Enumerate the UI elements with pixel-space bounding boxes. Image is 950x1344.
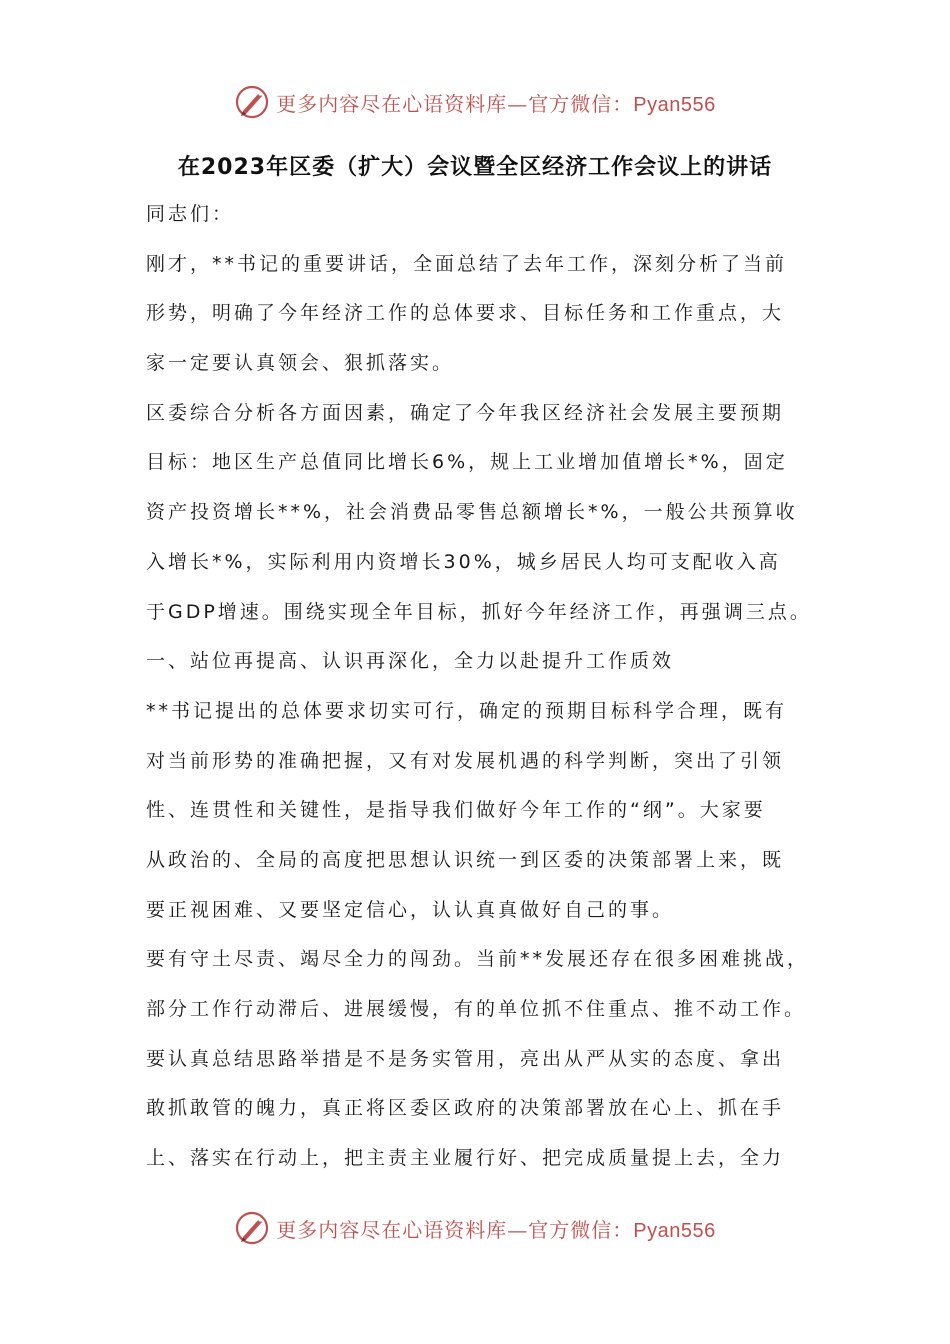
document-body bbox=[146, 190, 810, 1184]
watermark-contact-label: 官方微信： bbox=[528, 91, 634, 116]
text-line: 形势，明确了今年经济工作的总体要求、目标任务和工作重点，大 bbox=[146, 302, 785, 325]
watermark-contact-id: Pyan556 bbox=[633, 1219, 716, 1242]
pen-logo-icon bbox=[234, 84, 270, 120]
text-line: 对当前形势的准确把握，又有对发展机遇的科学判断，突出了引领 bbox=[146, 749, 785, 772]
text-line: 要正视困难、又要坚定信心，认认真真做好自己的事。 bbox=[146, 898, 675, 921]
watermark-text bbox=[276, 88, 715, 117]
text-line: 区委综合分析各方面因素，确定了今年我区经济社会发展主要预期 bbox=[146, 401, 785, 424]
watermark-slogan: 更多内容尽在心语资料库 bbox=[276, 1217, 508, 1242]
watermark-text bbox=[276, 1214, 715, 1243]
watermark-separator: — bbox=[507, 91, 529, 116]
watermark-separator: — bbox=[507, 1217, 529, 1242]
pen-logo-icon bbox=[234, 1210, 270, 1246]
text-line: 入增长*%，实际利用内资增长30%，城乡居民人均可支配收入高 bbox=[146, 550, 781, 573]
watermark-contact-label: 官方微信： bbox=[528, 1217, 634, 1242]
text-line: 刚才，**书记的重要讲话，全面总结了去年工作，深刻分析了当前 bbox=[146, 252, 788, 275]
text-line: 资产投资增长**%，社会消费品零售总额增长*%，一般公共预算收 bbox=[146, 501, 798, 524]
text-line: 部分工作行动滞后、进展缓慢，有的单位抓不住重点、推不动工作。 bbox=[146, 998, 807, 1020]
watermark-content bbox=[234, 1210, 715, 1246]
text-line: 从政治的、全局的高度把思想认识统一到区委的决策部署上来，既 bbox=[146, 848, 785, 871]
text-line: 上、落实在行动上，把主责主业履行好、把完成质量提上去，全力 bbox=[146, 1147, 785, 1170]
text-line: 于GDP增速。围绕实现全年目标，抓好今年经济工作，再强调三点。 bbox=[146, 600, 812, 623]
text-line: 要认真总结思路举措是不是务实管用，亮出从严从实的态度、拿出 bbox=[146, 1047, 785, 1070]
section-heading: 一、站位再提高、认识再深化，全力以赴提升工作质效 bbox=[146, 650, 675, 673]
text-line: 性、连贯性和关键性，是指导我们做好今年工作的“纲”。大家要 bbox=[146, 799, 766, 822]
watermark-slogan: 更多内容尽在心语资料库 bbox=[276, 91, 508, 116]
watermark-header bbox=[0, 80, 950, 124]
watermark-contact-id: Pyan556 bbox=[633, 93, 716, 116]
text-line: 同志们： bbox=[146, 203, 235, 225]
text-line: **书记提出的总体要求切实可行，确定的预期目标科学合理，既有 bbox=[146, 699, 788, 722]
text-line: 要有守土尽责、竭尽全力的闯劲。当前**发展还存在很多困难挑战， bbox=[146, 948, 810, 971]
text-line: 家一定要认真领会、狠抓落实。 bbox=[146, 352, 455, 375]
document-title: 在2023年区委（扩大）会议暨全区经济工作会议上的讲话 bbox=[177, 155, 773, 180]
watermark-content bbox=[234, 84, 715, 120]
watermark-footer bbox=[0, 1206, 950, 1250]
text-line: 敢抓敢管的魄力，真正将区委区政府的决策部署放在心上、抓在手 bbox=[146, 1097, 785, 1120]
text-line: 目标：地区生产总值同比增长6%，规上工业增加值增长*%，固定 bbox=[146, 451, 788, 474]
